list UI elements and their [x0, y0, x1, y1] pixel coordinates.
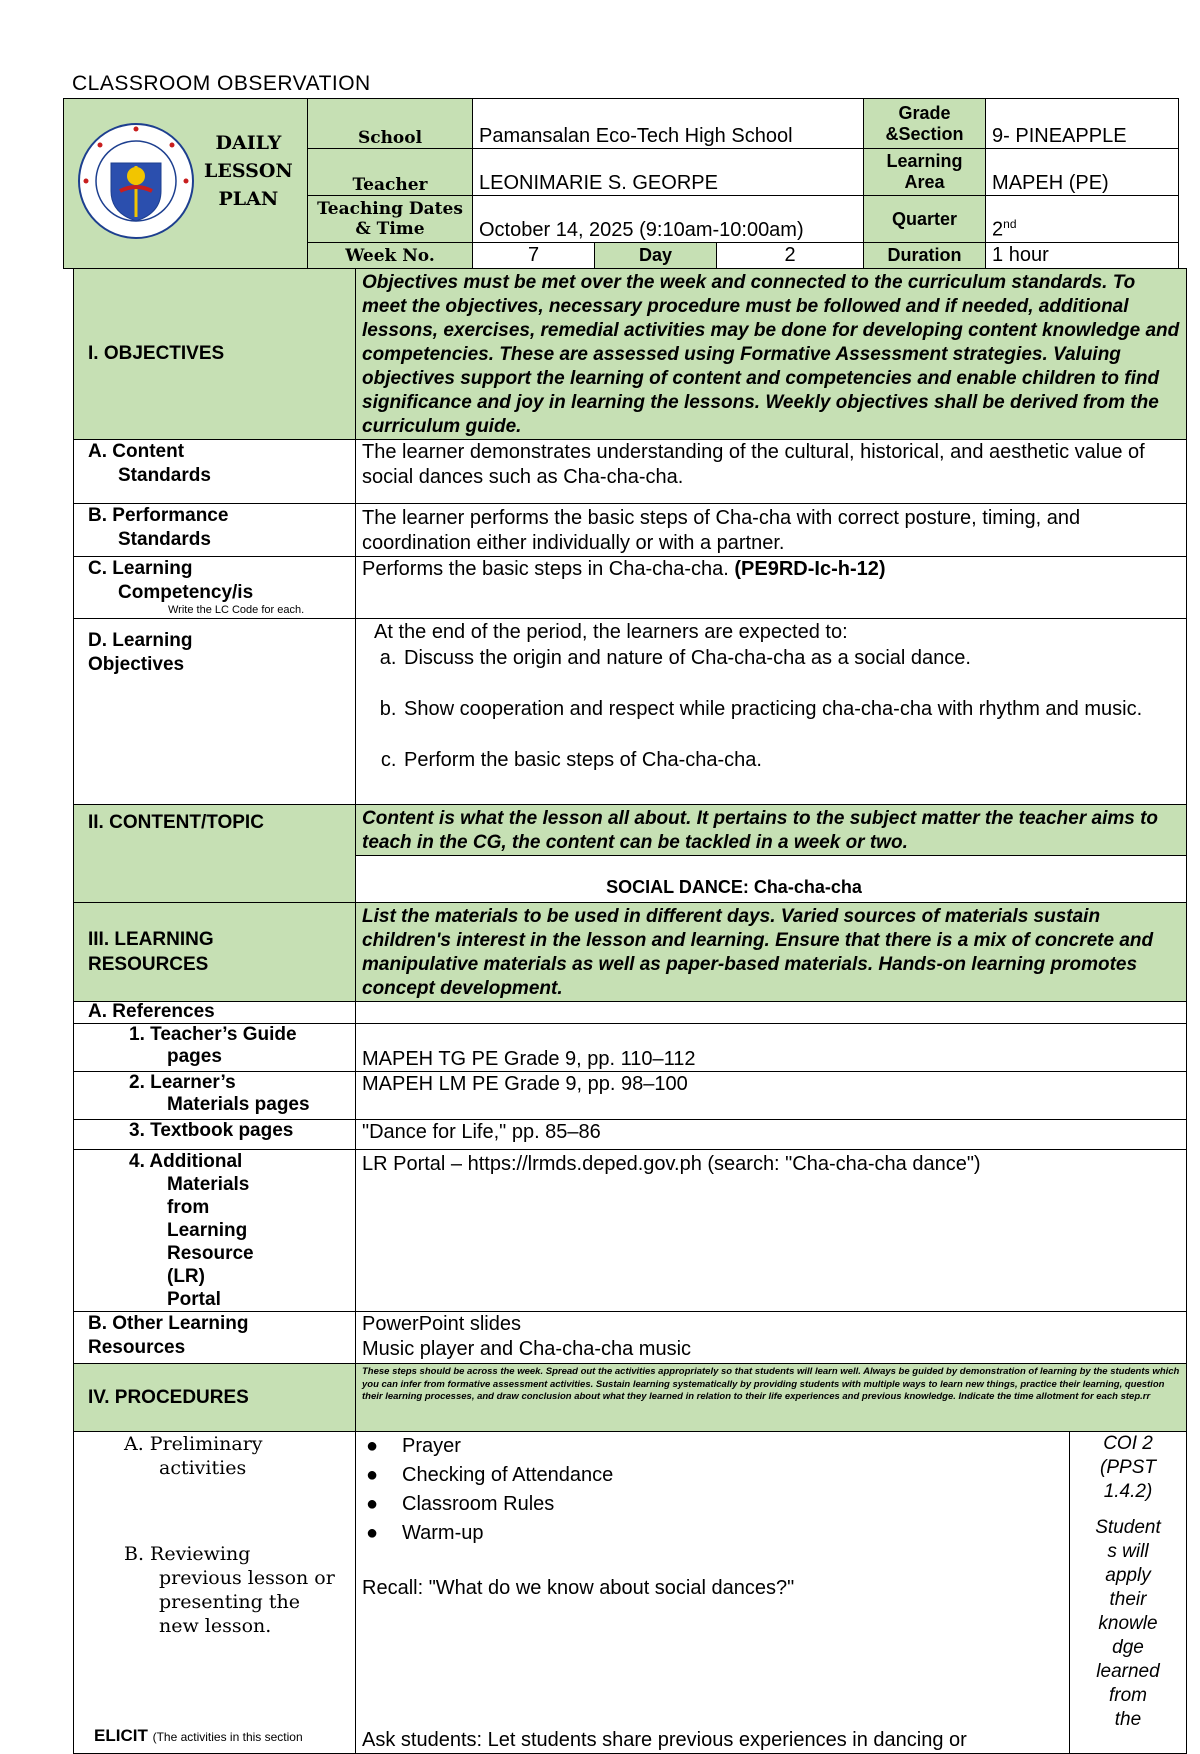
day-value: 2 — [717, 243, 864, 269]
additional-materials-label: 4. Additional Materials from Learning Resource (LR) Portal — [74, 1150, 356, 1312]
coi-indicator: COI 2 (PPST 1.4.2) Student s will apply their knowle dge learned from the — [1070, 1432, 1187, 1754]
content-topic-note: Content is what the lesson all about. It pertains to the subject matter the teacher aims to teach in the CG, the content can be tackled in a week or two. — [356, 805, 1187, 856]
logo-cell — [64, 99, 308, 269]
objectives-heading: I. OBJECTIVES — [74, 269, 356, 440]
dlp-title: DAILY LESSON PLAN — [204, 132, 293, 210]
competency-value: Performs the basic steps in Cha-cha-cha. (PE9RD-Ic-h-12) — [356, 557, 1187, 619]
week-value: 7 — [473, 243, 595, 269]
procedures-heading: IV. PROCEDURES — [74, 1364, 356, 1432]
school-label: School — [308, 99, 473, 149]
lesson-plan-header — [63, 98, 1179, 269]
performance-standards-label: B. Performance Standards — [74, 504, 356, 557]
textbook-pages-value: "Dance for Life," pp. 85–86 — [356, 1120, 1187, 1150]
references-label: A. References — [74, 1002, 356, 1024]
recall-text: Recall: "What do we know about social dances?" — [362, 1577, 795, 1599]
references-value — [356, 1002, 1187, 1024]
procedures-steps-value — [356, 1432, 1070, 1754]
learners-materials-value: MAPEH LM PE Grade 9, pp. 98–100 — [356, 1072, 1187, 1120]
teacher-value: LEONIMARIE S. GEORPE — [473, 149, 864, 196]
teachers-guide-value: MAPEH TG PE Grade 9, pp. 110–112 — [356, 1024, 1187, 1072]
school-value: Pamansalan Eco-Tech High School — [473, 99, 864, 149]
content-standards-label: A. Content Standards — [74, 440, 356, 504]
ask-text: Ask students: Let students share previous experiences in dancing or — [362, 1729, 967, 1751]
lesson-plan-body — [73, 268, 1187, 1754]
list-item: b. Show cooperation and respect while practicing cha-cha-cha with rhythm and music. — [402, 696, 1180, 722]
learning-objectives-label: D. Learning Objectives — [74, 619, 356, 805]
document-title: CLASSROOM OBSERVATION — [72, 72, 371, 95]
duration-label: Duration — [864, 243, 986, 269]
deped-seal-icon — [76, 121, 196, 241]
quarter-value: 2nd — [986, 196, 1179, 243]
learners-materials-label: 2. Learner’s Materials pages — [74, 1072, 356, 1120]
list-item: c. Perform the basic steps of Cha-cha-cha. — [402, 747, 1180, 773]
objectives-note: Objectives must be met over the week and connected to the curriculum standards. To meet the objectives, necessary procedure must be followed and if needed, additional lessons, exercises, remedial activities may be done for developing content knowledge and competencies. These are assessed using Formative Assessment strategies. Valuing objectives support the learning of content and competencies and enable children to find significance and joy in learning the lessons. Weekly objectives shall be derived from the curriculum guide. — [356, 269, 1187, 440]
week-label: Week No. — [308, 243, 473, 269]
teaching-dates-label: Teaching Dates & Time — [308, 196, 473, 243]
duration-value: 1 hour — [986, 243, 1179, 269]
teachers-guide-label: 1. Teacher’s Guide pages — [74, 1024, 356, 1072]
list-item: ● Classroom Rules — [402, 1490, 1063, 1519]
day-label: Day — [595, 243, 717, 269]
list-item: ● Prayer — [402, 1432, 1063, 1461]
grade-label: Grade &Section — [864, 99, 986, 149]
teacher-label: Teacher — [308, 149, 473, 196]
learning-resources-heading: III. LEARNING RESOURCES — [74, 903, 356, 1002]
content-topic-value: SOCIAL DANCE: Cha-cha-cha — [356, 856, 1187, 903]
learning-objectives-value: At the end of the period, the learners are expected to: a. Discuss the origin and nature of Cha-cha-cha as a social dance. b. Show cooperation and respect while practicing cha-cha-cha with rhythm and music. c. Perform the basic steps of Cha-cha-cha. — [356, 619, 1187, 805]
grade-value: 9- PINEAPPLE — [986, 99, 1179, 149]
additional-materials-value: LR Portal – https://lrmds.deped.gov.ph (search: "Cha-cha-cha dance") — [356, 1150, 1187, 1312]
preliminary-activities-list — [362, 1432, 1063, 1548]
list-item: ● Warm-up — [402, 1519, 1063, 1548]
other-resources-label: B. Other Learning Resources — [74, 1312, 356, 1364]
learning-resources-note: List the materials to be used in different days. Varied sources of materials sustain children's interest in the lesson and learning. Ensure that there is a mix of concrete and manipulative materials as well as paper-based materials. Hands-on learning promotes concept development. — [356, 903, 1187, 1002]
content-topic-heading: II. CONTENT/TOPIC — [74, 805, 356, 903]
textbook-pages-label: 3. Textbook pages — [74, 1120, 356, 1150]
quarter-label: Quarter — [864, 196, 986, 243]
list-item: ● Checking of Attendance — [402, 1461, 1063, 1490]
learning-area-label: Learning Area — [864, 149, 986, 196]
other-resources-value: PowerPoint slides Music player and Cha-cha-cha music — [356, 1312, 1187, 1364]
procedures-steps-label: A. Preliminary activities B. Reviewing previous lesson or presenting the new lesson. ELICIT (The activities in this section — [74, 1432, 356, 1754]
procedures-note: These steps should be across the week. Spread out the activities appropriately so that students will learn well. Always be guided by demonstration of learning by the students which you can infer from formative assessment activities. Sustain learning systematically by providing students with multiple ways to learn new things, practice their learning, question their learning processes, and draw conclusion about what they learned in relation to their life experiences and previous knowledge. Indicate the time allotment for each step.rr — [356, 1364, 1187, 1432]
list-item: a. Discuss the origin and nature of Cha-cha-cha as a social dance. — [402, 645, 1180, 671]
elicit-label: ELICIT (The activities in this section — [94, 1726, 303, 1745]
teaching-dates-value: October 14, 2025 (9:10am-10:00am) — [473, 196, 864, 243]
competency-label: C. Learning Competency/is Write the LC Code for each. — [74, 557, 356, 619]
learning-objectives-list — [362, 645, 1180, 773]
content-standards-value: The learner demonstrates understanding of the cultural, historical, and aesthetic value of social dances such as Cha-cha-cha. — [356, 440, 1187, 504]
learning-area-value: MAPEH (PE) — [986, 149, 1179, 196]
performance-standards-value: The learner performs the basic steps of Cha-cha with correct posture, timing, and coordination either individually or with a partner. — [356, 504, 1187, 557]
